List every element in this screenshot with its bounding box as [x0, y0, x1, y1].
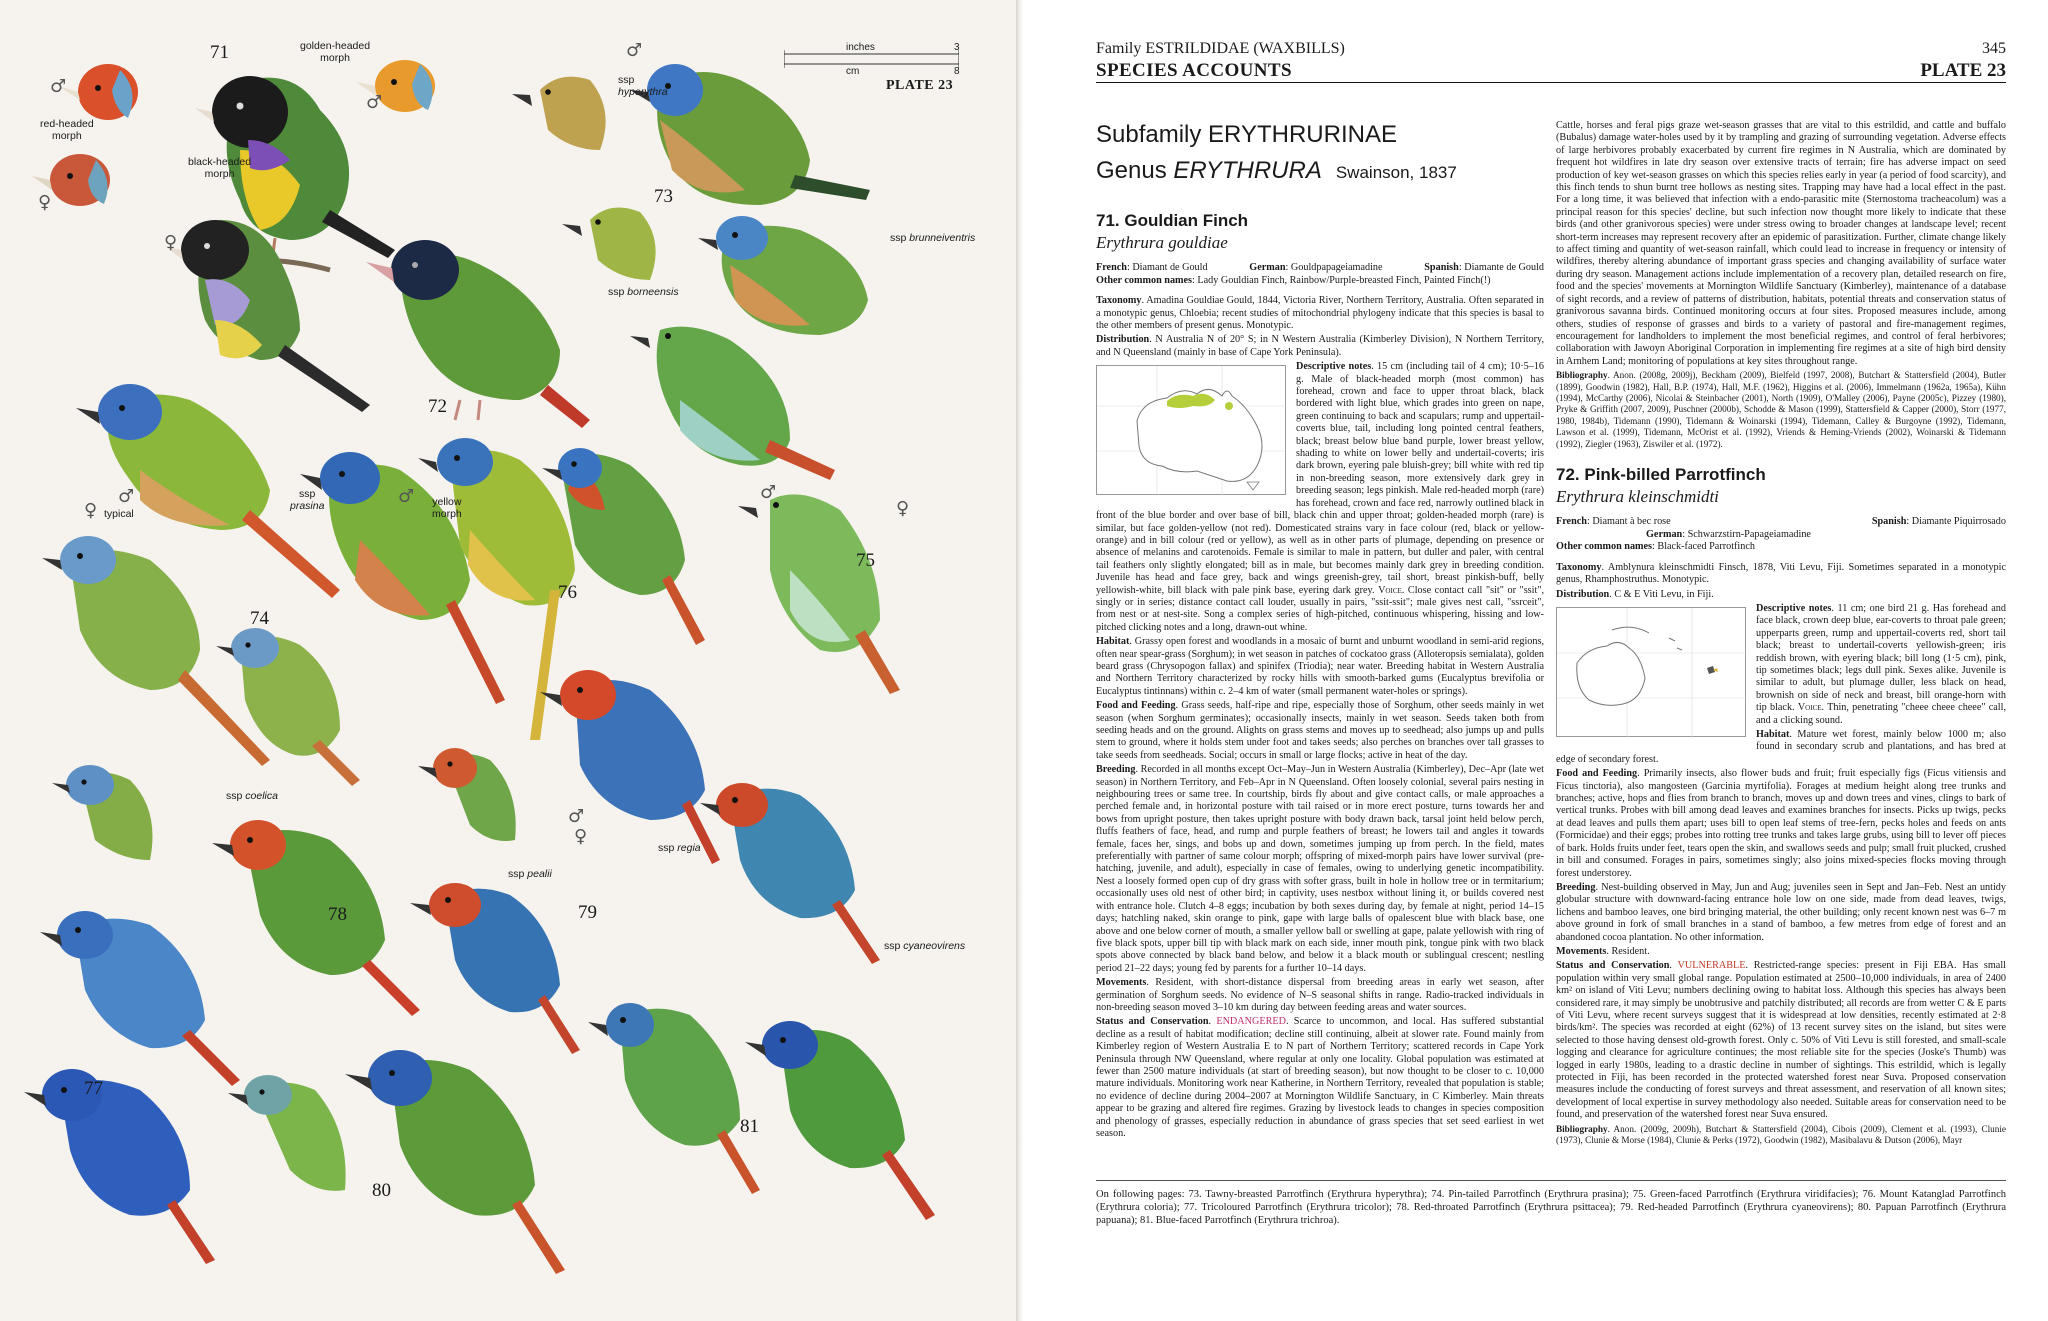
caption-ssp-label: ssp: [658, 842, 675, 854]
bird-74-female-icon: [216, 628, 360, 786]
other-names-label: Other common names: [1096, 274, 1193, 286]
status-text: . Restricted-range species: present in Fiji EBA. Has small population within very small global range. Population estimated at 2500–10,000 individuals, in area of 2400 km² on island of Viti Levu; numbers declining owing to habitat loss. Although this species has always been considered rare, it may simply be unobtrusive and patchily distributed; all records are from wetter C & E parts of Viti Levu, where recent surveys suggest that it is widespread at low densities, recently estimated at 2·8 birds/km². The species was recorded at eight (62%) of 13 recent survey sites on the island, but sites were selected to those having densest old-growth forest. Only c. 50% of Viti Levu is still forested, and small-scale logging and clearance for agriculture continues; the most reliable site for the species (Joske's Thumb) was logged in early 1980s, leading to a drastic decline in number of sightings. This estrildid, which is legally protected in Fiji, has been recorded in the protected watershed forest near Suva. Proposed conservation measures include the conducting of forest surveys and threat assessment, and reservation of all known sites; development of local expertise in survey methodology also needed. Suitable areas for conservation need to be found, and preservation of the watershed forest near Suva ensured.: [1556, 960, 2006, 1121]
species-71-german: [1249, 262, 1382, 275]
bibliography-label: Bibliography: [1556, 1123, 1608, 1134]
plate-number-73: 73: [654, 186, 673, 207]
bird-79-ssp-pealii-icon: [410, 883, 580, 1054]
caption-ssp-label: ssp: [226, 790, 243, 802]
bird-78-female-icon: [418, 748, 516, 841]
page-number: 345: [1982, 40, 2006, 57]
voice-label: Voice: [1378, 584, 1402, 596]
caption-red-headed-morph: red-headed morph: [40, 118, 94, 143]
german-name: : Gouldpapageiamadine: [1285, 262, 1383, 273]
species-72-scientific-name: Erythrura kleinschmidti: [1556, 486, 1719, 506]
running-header-section: SPECIES ACCOUNTS: [1096, 60, 1292, 81]
species-72-distribution: [1556, 589, 2006, 601]
caption-typical: typical: [104, 508, 134, 520]
species-72-other-names: [1556, 541, 2006, 554]
distribution-label: Distribution: [1096, 334, 1150, 346]
running-header-family: Family ESTRILDIDAE (WAXBILLS): [1096, 40, 1345, 57]
caption-coelica: coelica: [245, 790, 278, 802]
breeding-text: . Recorded in all months except Oct–May–Jun in Western Australia (Kimberley), Dec–Apr (late wet season) in Northern Territory, and Feb–Apr in N Queensland. Often loosely colonial, several pairs nesting in neighbouring trees or same tree. In courtship, birds fly about and give contact calls, or male approaches a perched female and, in horizontal posture with tail raised or in more erect posture, turns towards her and bows from upright posture, then takes upright posture with body drawn back, tarsal joint held below perch, fluffs feathers of face, head, and rump and purple feathers of breast; he lowers tail and angles it towards female, faces her, sings, and bobs up and down, sometimes jumping up from perch. In the field, mates preferentially with partner of same colour morph; offspring of mixed-morph pairs have lower survival (pre-hatching, juvenile, and adult), especially in case of females, owing to underlying genetic incompatibility. Nest a loosely formed open cup of dry grass with softer grass, built in hole in hollow tree or in termitarium; occasionally uses old nest of other bird; in captivity, uses nestbox without lining it, or builds covered nest with entrance hole. Clutch 4–8 eggs; incubation by both sexes during day, by female at night, period 14–15 days; hatchling naked, skin orange to pink, gape with large balls of opalescent blue with black base, one above and one below corner of mouth, a smaller yellow ball or swelling at gape, palate yellowish with ring of five black spots, upper bill tip with black mark on each side, inner mouth pink, tongue pink with two black spots above connected by black band below, and below it a black mouth or sublingual crescent; nestling period 21–22 days; young fed by parents for a further 10–14 days.: [1096, 764, 1544, 974]
male-symbol: ♂: [568, 806, 585, 827]
french-name: : Diamant à bec rose: [1586, 515, 1671, 527]
plate-label: PLATE 23: [886, 78, 954, 93]
caption-borneensis: borneensis: [627, 286, 679, 298]
movements-text: . Resident, with short-distance dispersal from breeding areas in early wet season, after germination of Sorghum seeds. No evidence of N–S seasonal shifts in range. Radio-tracked individuals in non-breeding season moved 3–10 km during day between feeding areas and water sources.: [1096, 977, 1544, 1013]
female-symbol: ♀: [574, 826, 588, 847]
male-symbol: ♂: [118, 486, 135, 507]
caption-ssp-cyaneovirens: [884, 940, 965, 952]
status-label: Status and Conservation: [1096, 1016, 1209, 1028]
plate-number-75: 75: [856, 550, 875, 571]
species-72-food: [1556, 768, 2006, 880]
species-72-range-map: [1556, 607, 1746, 737]
caption-prasina: prasina: [290, 500, 325, 513]
food-label: Food and Feeding: [1556, 768, 1638, 780]
caption-brunneiventris: brunneiventris: [909, 232, 976, 244]
species-71-habitat: [1096, 636, 1544, 698]
species-71-description: [1096, 361, 1544, 634]
scale-inches-label: inches: [846, 42, 875, 53]
species-72-spanish: [1872, 516, 2006, 529]
scale-bar: [784, 40, 959, 80]
plate-page: [0, 0, 1016, 1321]
species-72-breeding: [1556, 882, 2006, 944]
species-71-names: [1096, 262, 1544, 287]
movements-label: Movements: [1096, 977, 1147, 989]
species-72-status: Status and Conservation. VULNERABLE. Restricted-range species: present in Fiji EBA. Has small population within very small global range. Population estimated at 2500–10,000 individuals, in area of 2400 km² on island of Viti Levu; numbers declining owing to habitat loss. Although this species has always been considered rare, it may simply be unobtrusive and patchily distributed; all records are from wetter C & E parts of Viti Levu, where recent surveys suggest that it is widespread at low densities, recently estimated at 2·8 birds/km². The species was recorded at eight (62%) of 13 recent survey sites on the island, but sites were selected to those having densest old-growth forest. Only c. 50% of Viti Levu is still forested, and small-scale logging and clearance for agriculture continues; the most reliable site for the species (Joske's Thumb) was logged in early 1980s, leading to a drastic decline in number of sightings. This estrildid, which is legally protected in Fiji, has been recorded in the protected watershed forest near Suva. Proposed conservation measures include the conducting of forest surveys and threat assessment, and reservation of all known sites; development of local expertise in survey methodology also needed. Suitable areas for conservation need to be found, and preservation of the watershed forest near Suva ensured.: [1556, 960, 2006, 1121]
species-71-other-names: [1096, 275, 1544, 288]
species-71-food: [1096, 700, 1544, 762]
species-71-scientific-name: Erythrura gouldiae: [1096, 233, 1228, 252]
female-symbol: ♀: [38, 192, 52, 213]
footer-rule: [1096, 1180, 2006, 1181]
bird-80-male-icon: [345, 1050, 565, 1274]
caption-ssp-regia: [658, 842, 701, 854]
species-71-taxonomy: [1096, 295, 1544, 332]
caption-black-headed-morph: black-headed morph: [188, 156, 252, 181]
plate-number-72: 72: [428, 396, 447, 417]
scale-cm-label: cm: [846, 66, 860, 77]
french-label: French: [1556, 515, 1587, 527]
caption-ssp-label: ssp: [299, 488, 316, 500]
male-symbol: ♂: [760, 482, 777, 503]
species-71-status: Status and Conservation. ENDANGERED. Scarce to uncommon, and local. Has suffered substantial decline as a result of habitat modification; decline still continuing, albeit at slower rate. Found mainly from Kimberley region of Western Australia E to N part of Northern Territory; scattered records in Cape York Peninsula through NW Queensland, where regular at only one locality. Global population was estimated at fewer than 2500 mature individuals (at start of breeding season), but now thought to be closer to c. 10,000 mature individuals. Monitoring work near Katherine, in Northern Territory, revealed that population is stable; no evidence of decline during 2004–2007 at Mornington Wildlife Sanctuary, in C Kimberley. Main threats appear to be grazing and altered fire regimes. Grazing by livestock leads to changes in species composition and phenology of grasses, especially reduction in abundance of grass species that set seed earliest in wet season.: [1096, 1016, 1544, 1139]
caption-hyperythra: hyperythra: [618, 86, 668, 99]
food-label: Food and Feeding: [1096, 700, 1176, 712]
bird-75-female-icon: [738, 494, 900, 694]
german-name: : Schwarzstirn-Papageiamadine: [1682, 528, 1811, 540]
caption-pealii: pealii: [527, 868, 552, 880]
species-72-description: [1556, 603, 2006, 727]
female-symbol: ♀: [896, 498, 910, 519]
species-72-taxonomy: [1556, 562, 2006, 587]
movements-text: . Resident.: [1606, 945, 1650, 957]
bird-78-male-icon: [212, 820, 420, 1016]
other-names-label: Other common names: [1556, 541, 1653, 553]
species-72-names: [1556, 516, 2006, 554]
taxonomy-label: Taxonomy: [1096, 295, 1142, 307]
female-symbol: ♀: [84, 500, 98, 521]
bird-79-ssp-cyaneovirens-icon: [700, 783, 880, 964]
voice-text: . Close contact call "sit" or "ssit", singly or in series; distance contact call louder, usually in pairs, "ssit-ssit"; male gives nest call, "ssrceit", from nest or at nest-site. Song a complex series of high-pitched, continuous whispering, hissing and low-pitched clicking notes and a long, drawn-out whine.: [1096, 584, 1544, 633]
plate-number-78: 78: [328, 904, 347, 925]
spanish-label: Spanish: [1424, 262, 1459, 273]
bird-75-male-icon: [630, 327, 835, 480]
voice-text: . Thin, penetrating "cheee cheee cheee" call, and a clicking sound.: [1756, 702, 2006, 726]
pacific-map-icon: [1557, 608, 1747, 738]
caption-ssp-label: ssp: [884, 940, 901, 952]
voice-label: Voice: [1797, 702, 1822, 714]
bibliography-label: Bibliography: [1556, 370, 1608, 381]
other-names: : Black-faced Parrotfinch: [1652, 541, 1755, 553]
species-71-names-row: [1096, 262, 1544, 275]
status-label: Status and Conservation: [1556, 960, 1670, 972]
caption-yellow-morph: yellow morph: [432, 496, 462, 521]
species-71-range-map: [1096, 365, 1286, 495]
female-symbol: ♀: [164, 232, 178, 253]
taxonomy-label: Taxonomy: [1556, 561, 1602, 573]
australia-map-icon: [1097, 366, 1287, 496]
text-column-left: [1096, 120, 1544, 1140]
bird-77-female-icon: [24, 1069, 215, 1264]
status-badge: ENDANGERED: [1216, 1016, 1286, 1028]
genus-name: ERYTHRURA: [1173, 157, 1322, 184]
caption-ssp-prasina: [290, 488, 324, 512]
bird-73-ssp-borneensis-head-icon: [562, 208, 656, 281]
male-symbol: ♂: [626, 40, 643, 61]
taxonomy-text: . Amadina Gouldiae Gould, 1844, Victoria River, Northern Territory, Australia. Often separated in a monotypic genus, Chloebia; recent studies of mitochondrial phylogeny indicate that this species is basal to the other members of present genus. Monotypic.: [1096, 295, 1544, 331]
genus-prefix: Genus: [1096, 157, 1174, 184]
breeding-label: Breeding: [1096, 764, 1136, 776]
bird-81-female-icon: [588, 1003, 760, 1194]
caption-golden-headed-morph: golden-headed morph: [300, 40, 371, 65]
plate-number-76: 76: [558, 582, 577, 603]
bird-74-ssp-coelica-head-icon: [52, 765, 153, 860]
bird-72-icon: [366, 240, 590, 428]
movements-label: Movements: [1556, 945, 1607, 957]
bird-77-male-icon: [40, 911, 240, 1086]
caption-ssp-pealii: [508, 868, 552, 880]
distribution-text: . N Australia N of 20° S; in N Western Australia (Kimberley Division), N Northern Territory, and N Queensland (mainly in base of Cape York Peninsula).: [1096, 334, 1544, 358]
bird-73-head-icon: [512, 77, 606, 150]
species-71-title: 71. Gouldian Finch: [1096, 211, 1249, 230]
breeding-label: Breeding: [1556, 881, 1596, 893]
header-plate-label: PLATE 23: [1920, 60, 2006, 81]
spanish-name: : Diamante de Gould: [1458, 262, 1544, 273]
habitat-text: . Mature wet forest, mainly below 1000 m; also found in secondary scrub and plantations, and has bred at edge of secondary forest.: [1556, 729, 2006, 765]
species-72-french: [1556, 516, 1671, 529]
caption-regia: regia: [677, 842, 701, 854]
species-71-spanish: [1424, 262, 1544, 275]
status-text: . Scarce to uncommon, and local. Has suffered substantial decline as a result of habitat modification; decline still continuing, albeit at slower rate. Found mainly from Kimberley region of Western Australia E to N part of Northern Territory; scattered records in Cape York Peninsula through NW Queensland, where regular at only one locality. Global population was estimated at fewer than 2500 mature individuals (at start of breeding season), but now thought to be closer to c. 10,000 mature individuals. Monitoring work near Katherine, in Northern Territory, revealed that population is stable; no evidence of decline during 2004–2007 at Mornington Wildlife Sanctuary, in C Kimberley. Main threats appear to be grazing and altered fire regimes. Grazing by livestock leads to changes in species composition and phenology of grasses, especially reduction in abundance of grass species that set seed earliest in wet season.: [1096, 1016, 1544, 1139]
species-72-movements: [1556, 946, 2006, 958]
habitat-label: Habitat: [1096, 636, 1130, 648]
text-page: [1024, 0, 2048, 1321]
caption-ssp-hyperythra: [618, 74, 668, 98]
male-symbol: ♂: [398, 486, 415, 507]
caption-ssp-coelica: [226, 790, 278, 802]
caption-ssp-label: ssp: [608, 286, 625, 298]
subfamily-heading: Subfamily ERYTHRURINAE: [1096, 121, 1397, 148]
species-72-title: 72. Pink-billed Parrotfinch: [1556, 464, 1766, 484]
following-pages-note: On following pages: 73. Tawny-breasted Parrotfinch (Erythrura hyperythra); 74. Pin-tailed Parrotfinch (Erythrura prasina); 75. Green-faced Parrotfinch (Erythrura viridifacies); 76. Mount Katanglad Parrotfinch (Erythrura coloria); 77. Tricoloured Parrotfinch (Erythrura tricolor); 78. Red-throated Parrotfinch (Erythrura psittacea); 79. Red-headed Parrotfinch (Erythrura cyaneovirens); 80. Papuan Parrotfinch (Erythrura papuana); 81. Blue-faced Parrotfinch (Erythrura trichroa).: [1096, 1189, 2006, 1226]
bird-81-male-icon: [745, 1021, 935, 1220]
caption-cyaneovirens: cyaneovirens: [903, 940, 966, 952]
male-symbol: ♂: [366, 92, 383, 113]
plate-number-79: 79: [578, 902, 597, 923]
other-names: : Lady Gouldian Finch, Rainbow/Purple-breasted Finch, Painted Finch(!): [1192, 274, 1491, 286]
status-badge: VULNERABLE: [1677, 960, 1746, 972]
habitat-text: . Grassy open forest and woodlands in a mosaic of burnt and unburnt woodland in semi-arid regions, often near spear-grass (Sorghum); in wet season in patches of cockatoo grass (Alloteropsis semialata), golden beard grass (Chrysopogon fallax) and spinifex (Triodia); near water. Breeding habitat in Western Australia and Northern Territory characterized by rocky hills with smooth-barked gums (Eucalyptus brevifolia or Eucalyptus tintinnans) within c. 2–4 km of water (small permanent water-holes or springs).: [1096, 636, 1544, 697]
habitat-label: Habitat: [1756, 729, 1790, 741]
header-rule: [1096, 82, 2006, 83]
caption-ssp-label: ssp: [618, 74, 635, 86]
plate-number-77: 77: [84, 1078, 103, 1099]
descriptive-notes-text: . 11 cm; one bird 21 g. Has forehead and face black, crown deep blue, ear-coverts to throat pale green; upperparts green, rump and uppertail-coverts red, short tail black; breast to undertail-coverts yellowish-green; iris reddish brown, with eyering black; bill long (1·5 cm), pink, tip sometimes black; legs dull pink. Sexes alike. Juvenile is similar to adult, but plumage duller, less black on head, brownish on side of neck and breast, bill orange-horn with tip black.: [1756, 602, 2006, 714]
food-text: . Grass seeds, half-ripe and ripe, especially those of Sorghum, other seeds mainly in wet season (when Sorghum germinates); occasionally insects, mainly in wet season. Seeds taken both from seeding heads and on the ground. Alights on grass stems and moves up to seedhead; also jumps up and pulls stem to ground, where it holds stem under foot and takes seeds; also perches on branches over tall grasses to take seeds from seedheads. Social; occurs in small or large flocks; active in heat of the day.: [1096, 700, 1544, 761]
species-71-bibliography: [1556, 370, 2006, 450]
german-label: German: [1249, 262, 1286, 273]
food-text: . Primarily insects, also flower buds and fruit; fruit especially figs (Ficus vitiensis and Ficus tinctoria), also mangosteen (Garcinia myrtifolia). Forages at medium height along tree trunks and branches; active, hops and flies from branch to branch, moves up and down trees and vines, clings to bark of vertical trunks. Probes with bill among dead leaves and examines branches for insects. Picks up twigs, pecks at dead leaves and pulls them apart; uses bill to open leaf stems of tree-fern, pecks holes and feeds on ants (Formicidae) and their eggs; probes into rotting tree trunks and takes large grubs, using bill to lever off pieces of bark. Holds fruits under feet, tears open the skin, and swallows seeds and pulp; small fruit plucked, crushed in bill and consumed. Forages in pairs, sometimes singly; also joins mixed-species flocks moving through forest understorey.: [1556, 768, 2006, 879]
text-column-right: [1556, 120, 2006, 1146]
bibliography-text: . Anon. (2009g, 2009h), Butchart & Stattersfield (2004), Cibois (2009), Clement et al. (1993), Clunie (1973), Clunie & Morse (1984), Clunie & Perks (1972), Goodwin (1982), Masibalavu & Dutson (2006), Mayr: [1556, 1123, 2006, 1146]
species-72-names-row: [1556, 516, 2006, 529]
book-gutter: [1016, 0, 1024, 1321]
plate-number-71: 71: [210, 42, 229, 63]
bird-71-red-head-male-icon: [58, 64, 138, 120]
spanish-name: : Diamante Piquirrosado: [1906, 515, 2006, 527]
french-label: French: [1096, 262, 1127, 273]
caption-ssp-label: ssp: [508, 868, 525, 880]
descriptive-notes-text: . 15 cm (including tail of 4 cm); 10·5–16 g. Male of black-headed morph (most common) has forehead, crown and face to upper throat black, black bordered with light blue, which grades into green on nape, green continuing to back and scapulars; rump and uppertail-coverts blue, tail, including long pointed central feathers, black; breast below blue band purple, lower breast yellow, shading to white on lower belly and undertail-coverts; iris dark brown, eyering pale bluish-grey; bill white with red tip in non-breeding season, more extensively dark grey in breeding season; legs pinkish. Male red-headed morph (rare) has forehead, crown and face red, narrowly outlined black in front of the blue border and over base of bill, black chin and upper throat; golden-headed morph (rare) is similar, but face golden-yellow (not red). Domesticated strains vary in face colour (red, black or yellow-orange) and in bill colour (red or yellow), as well as in other parts of plumage, depending on presence or absence of melanins and carotenoids. Female is similar to male in pattern, but duller and paler, with central tail feathers only slightly elongated; bill as in male, but becomes mainly dark grey in breeding condition. Juvenile has head and face grey, back and wings greenish-grey, tail short, breast pinkish-buff, belly yellowish-white, bill black with pale pink base, eyering dark grey.: [1096, 361, 1544, 596]
species-72-bibliography: [1556, 1124, 2006, 1147]
bird-73-ssp-brunneiventris-icon: [698, 216, 868, 335]
species-71-distribution: [1096, 334, 1544, 359]
genus-author: Swainson, 1837: [1335, 163, 1457, 182]
male-symbol: ♂: [50, 76, 67, 97]
scale-cm-value: 8: [954, 66, 960, 77]
bird-71-female-icon: [165, 220, 370, 412]
genus-heading: [1096, 156, 1544, 188]
bird-illustrations: [0, 0, 1016, 1321]
species-72-german: [1556, 529, 2006, 542]
caption-ssp-label: ssp: [890, 232, 907, 244]
plate-number-80: 80: [372, 1180, 391, 1201]
spanish-label: Spanish: [1871, 515, 1907, 527]
plate-number-81: 81: [740, 1116, 759, 1137]
bird-80-female-icon: [228, 1075, 346, 1191]
bird-79-ssp-regia-icon: [540, 670, 720, 864]
species-71-french: [1096, 262, 1208, 275]
caption-ssp-borneensis: [608, 286, 679, 298]
breeding-text: . Nest-building observed in May, Jun and Aug; juveniles seen in Sept and Jan–Feb. Nest an untidy globular structure with downward-facing entrance hole low on one side, made from dead leaves, twigs, lichens and bamboo leaves, one bird bringing material, the other building; only recent known nest was 6–7 m above ground in fork of small branches in a stand of bamboo, a few metres from edge of forest and an abandoned cocoa plantation. No other information.: [1556, 881, 2006, 943]
bibliography-text: . Anon. (2008g, 2009j), Beckham (2009), Bielfeld (1997, 2008), Butchart & Stattersfield (2004), Butler (1899), Goodwin (1982), Hall, B.P. (1974), Hall, M.F. (1962), Higgins et al. (2006), Immelmann (1962a, 1965a), Kühn (1994), McCarthy (2006), Nicolai & Steinbacher (2001), North (1909), O'Malley (2006), Payne (2005c), Pizzey (1980), Pryke & Griffith (2007, 2009), Puschner (2000b), Schodde & Mason (1999), Stattersfield & Capper (2000), Storr (1977, 1980, 1984b), Tidemann (1990), Tidemann & Woinarski (1994), Tidemann, Calley & Burgoyne (1992), Tidemann, Lawson et al. (1999), Tidemann, McOrist et al. (1992), Vriends & Heming-Vriends (2002), Woinarski & Tidemann (1992), Ziegler (1963), Ziswiler et al. (1972).: [1556, 370, 2006, 449]
plate-number-74: 74: [250, 608, 269, 629]
german-label: German: [1646, 528, 1683, 540]
distribution-label: Distribution: [1556, 588, 1610, 600]
french-name: : Diamant de Gould: [1126, 262, 1208, 273]
species-71-status-continued: Cattle, horses and feral pigs graze wet-season grasses that are vital to this estrildid, and cattle and buffalo (Bubalus) damage water-holes used by it by trampling and grazing of surrounding vegetation. Adverse effects of large herbivores probably exacerbated by current fire regimes in N Australia, which are dominated by frequent hot wildfires in late dry season over extensive tracts of terrain; fire has adverse impact on seed production of key wet-season grasses on which this species relies early in year (a period of food scarcity), and this finch tends to shun burnt tree hollows as nesting sites. Trapping may have had a local effect in the past. For a long time, it was believed that infection with a endo-parasitic mite (Sternostoma tracheacolum) was a principal reason for this species' decline, but such infection now thought more likely to indicate that these birds (and other granivorous species) were under stress owing to broader changes at landscape level; recent short-term increases may represent recovery after an epidemic of parasitization. Further, climate change likely to affect timing and quantity of wet-season rainfall, which could lead to increase in frequency or intensity of wildfires, thereby altering abundance of important grass species and changing availability of surface water during dry season. Management actions include implementation of a recovery plan, detailed research on fire, food and the species' movements at Mornington Wildlife Sanctuary (Kimberley), maintenance of a database of sight records, and a review of patterns of distribution, habitats, potential threats and conservation status of granivorous savanna birds. Continued monitoring occurs at four sites. Proposed measures include, among others, studies of response of grasses and birds to a variety of pastoral and fire-management regimes, encouragement for landholders to implement the most beneficial regimes, and control of feral herbivores; collaboration with Jawoyn Aboriginal Corporation in implementing fire regimes at a site of high bird density in Arnhem Land; monitoring of populations at key sites throughout range.: [1556, 120, 2006, 367]
descriptive-notes-label: Descriptive notes: [1296, 361, 1372, 373]
taxonomy-text: . Amblynura kleinschmidti Finsch, 1878, Viti Levu, Fiji. Sometimes separated in a monotypic genus, Rhamphostruthus. Monotypic.: [1556, 561, 2006, 586]
descriptive-notes-label: Descriptive notes: [1756, 602, 1832, 614]
species-71-breeding: [1096, 764, 1544, 975]
distribution-text: . C & E Viti Levu, in Fiji.: [1609, 588, 1714, 600]
scale-inches-value: 3: [954, 42, 960, 53]
caption-ssp-brunneiventris: [890, 232, 975, 244]
species-71-movements: [1096, 977, 1544, 1014]
